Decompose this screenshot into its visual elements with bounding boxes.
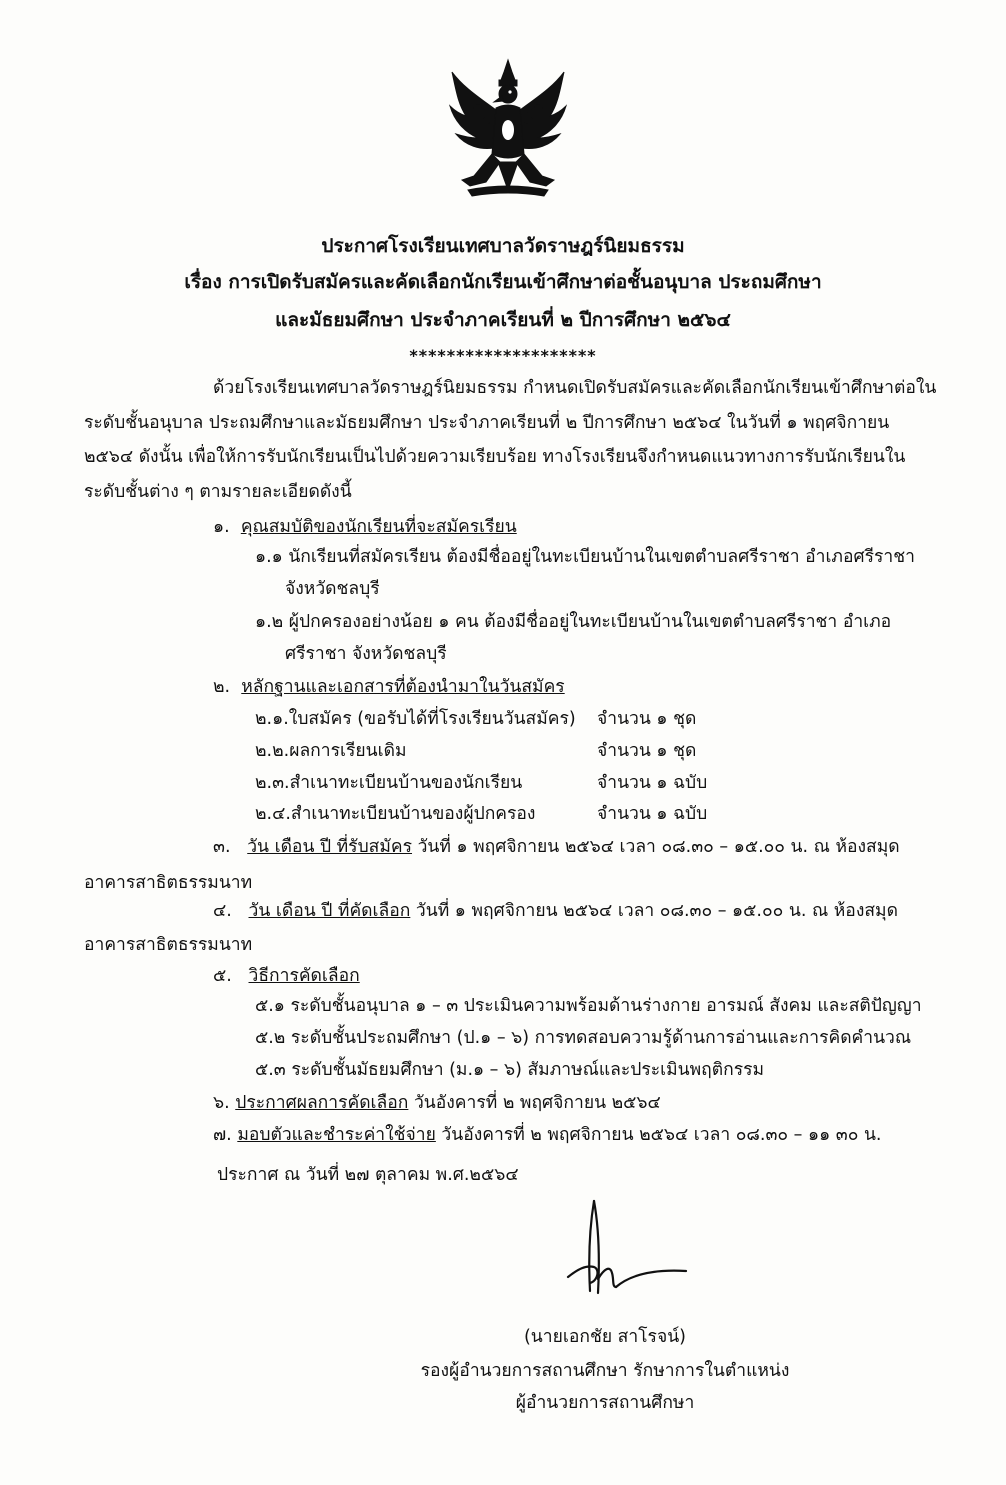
section-4-continuation: อาคารสาธิตธรรมนาท bbox=[84, 935, 253, 955]
section-number: ๗. bbox=[213, 1125, 232, 1145]
section-number: ๕. bbox=[213, 966, 232, 986]
section-text: วันอังคารที่ ๒ พฤศจิกายน ๒๕๖๔ bbox=[408, 1093, 661, 1113]
section-number: ๓. bbox=[213, 837, 231, 857]
section-title: วิธีการคัดเลือก bbox=[248, 966, 360, 986]
section-1-item-1-line-1: ๑.๑ นักเรียนที่สมัครเรียน ต้องมีชื่ออยู่ในทะเบียนบ้านในเขตตำบลศรีราชา อำเภอศรีราชา bbox=[255, 547, 915, 567]
section-title: ประกาศผลการคัดเลือก bbox=[235, 1093, 409, 1113]
section-title: คุณสมบัติของนักเรียนที่จะสมัครเรียน bbox=[240, 517, 517, 537]
signer-name: (นายเอกชัย สาโรจน์) bbox=[523, 1327, 686, 1347]
selection-method-item: ๕.๒ ระดับชั้นประถมศึกษา (ป.๑ – ๖) การทดสอบความรู้ด้านการอ่านและการคิดคำนวณ bbox=[255, 1028, 912, 1048]
section-4-heading bbox=[213, 898, 898, 924]
subject-line-1: เรื่อง การเปิดรับสมัครและคัดเลือกนักเรียนเข้าศึกษาต่อชั้นอนุบาล ประถมศึกษา bbox=[184, 271, 822, 293]
section-number: ๒. bbox=[213, 677, 231, 697]
section-title: มอบตัวและชำระค่าใช้จ่าย bbox=[237, 1125, 436, 1145]
separator-stars: ******************** bbox=[409, 346, 597, 365]
garuda-emblem-icon bbox=[444, 58, 572, 208]
announcement-title: ประกาศโรงเรียนเทศบาลวัดราษฎร์นิยมธรรม bbox=[321, 235, 685, 257]
section-5-heading bbox=[213, 963, 360, 989]
document-item-qty: จำนวน ๑ ฉบับ bbox=[597, 773, 708, 793]
document-item-label: ๒.๔.สำเนาทะเบียนบ้านของผู้ปกครอง bbox=[255, 804, 536, 824]
section-3-continuation: อาคารสาธิตธรรมนาท bbox=[84, 873, 253, 893]
section-text: วันที่ ๑ พฤศจิกายน ๒๕๖๔ เวลา ๐๘.๓๐ – ๑๕.๐๐ น. ณ ห้องสมุด bbox=[410, 901, 898, 921]
document-item-qty: จำนวน ๑ ชุด bbox=[597, 709, 697, 729]
section-title: หลักฐานและเอกสารที่ต้องนำมาในวันสมัคร bbox=[241, 677, 565, 697]
selection-method-item: ๕.๓ ระดับชั้นมัธยมศึกษา (ม.๑ – ๖) สัมภาษณ์และประเมินพฤติกรรม bbox=[255, 1060, 765, 1080]
selection-method-item: ๕.๑ ระดับชั้นอนุบาล ๑ – ๓ ประเมินความพร้อมด้านร่างกาย อารมณ์ สังคม และสติปัญญา bbox=[255, 996, 922, 1016]
section-2-heading bbox=[213, 674, 565, 700]
section-1-heading bbox=[213, 514, 517, 540]
section-text: วันที่ ๑ พฤศจิกายน ๒๕๖๔ เวลา ๐๘.๓๐ – ๑๕.๐๐ น. ณ ห้องสมุด bbox=[412, 837, 900, 857]
signer-position-1: รองผู้อำนวยการสถานศึกษา รักษาการในตำแหน่ง bbox=[420, 1361, 790, 1381]
document-item-qty: จำนวน ๑ ชุด bbox=[597, 741, 697, 761]
subject-line-2: และมัธยมศึกษา ประจำภาคเรียนที่ ๒ ปีการศึกษา ๒๕๖๔ bbox=[275, 309, 731, 331]
section-title: วัน เดือน ปี ที่คัดเลือก bbox=[248, 901, 411, 921]
section-number: ๖. bbox=[213, 1093, 230, 1113]
intro-line-4: ระดับชั้นต่าง ๆ ตามรายละเอียดดังนี้ bbox=[84, 482, 352, 502]
intro-line-3: ๒๕๖๔ ดังนั้น เพื่อให้การรับนักเรียนเป็นไปด้วยความเรียบร้อย ทางโรงเรียนจึงกำหนดแนวทางการรับนักเรียนใน bbox=[84, 447, 906, 467]
section-number: ๔. bbox=[213, 901, 232, 921]
intro-line-1: ด้วยโรงเรียนเทศบาลวัดราษฎร์นิยมธรรม กำหนดเปิดรับสมัครและคัดเลือกนักเรียนเข้าศึกษาต่อใน bbox=[213, 378, 937, 398]
section-number: ๑. bbox=[213, 517, 230, 537]
section-7-heading bbox=[213, 1122, 882, 1148]
document-item-qty: จำนวน ๑ ฉบับ bbox=[597, 804, 708, 824]
signer-position-2: ผู้อำนวยการสถานศึกษา bbox=[515, 1393, 695, 1413]
section-1-item-2-line-2: ศรีราชา จังหวัดชลบุรี bbox=[285, 644, 447, 664]
section-1-item-2-line-1: ๑.๒ ผู้ปกครองอย่างน้อย ๑ คน ต้องมีชื่ออยู่ในทะเบียนบ้านในเขตตำบลศรีราชา อำเภอ bbox=[255, 612, 892, 632]
section-6-heading bbox=[213, 1090, 661, 1116]
document-item-label: ๒.๒.ผลการเรียนเดิม bbox=[255, 741, 407, 761]
document-item-label: ๒.๓.สำเนาทะเบียนบ้านของนักเรียน bbox=[255, 773, 523, 793]
section-title: วัน เดือน ปี ที่รับสมัคร bbox=[247, 837, 413, 857]
signature-icon bbox=[560, 1195, 700, 1315]
section-text: วันอังคารที่ ๒ พฤศจิกายน ๒๕๖๔ เวลา ๐๘.๓๐ – ๑๑ ๓๐ น. bbox=[435, 1125, 882, 1145]
intro-line-2: ระดับชั้นอนุบาล ประถมศึกษาและมัธยมศึกษา ประจำภาคเรียนที่ ๒ ปีการศึกษา ๒๕๖๔ ในวันที่ ๑ พฤศจิกายน bbox=[84, 413, 890, 433]
section-1-item-1-line-2: จังหวัดชลบุรี bbox=[285, 579, 380, 599]
document-item-label: ๒.๑.ใบสมัคร (ขอรับได้ที่โรงเรียนวันสมัคร) bbox=[255, 709, 576, 729]
announcement-date: ประกาศ ณ วันที่ ๒๗ ตุลาคม พ.ศ.๒๕๖๔ bbox=[217, 1165, 519, 1185]
section-3-heading bbox=[213, 834, 900, 860]
